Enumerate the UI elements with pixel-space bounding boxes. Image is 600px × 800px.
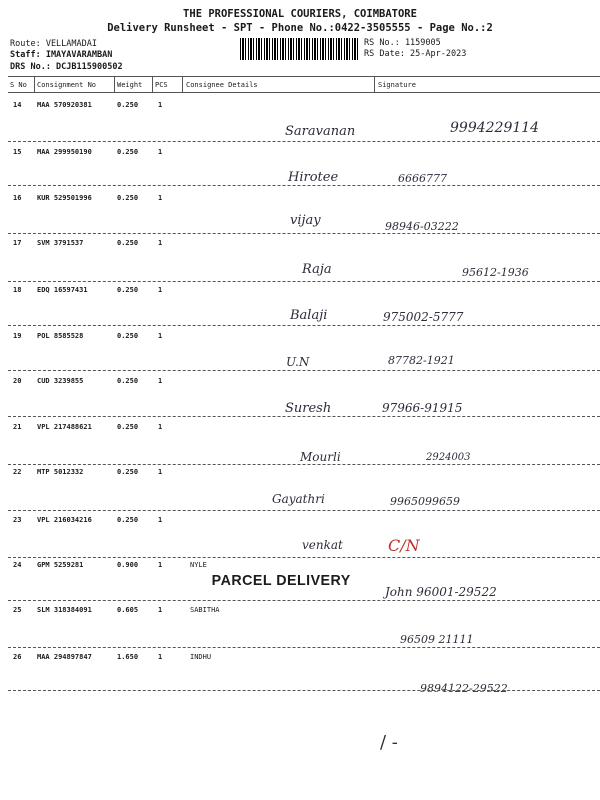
row-sno: 19 [13, 332, 22, 340]
row-consignment-no: MAA 294897847 [37, 653, 92, 661]
column-header-consignment: Consignment No [37, 81, 97, 89]
row-pcs: 1 [158, 561, 163, 569]
consignee-name: NYLE [190, 561, 207, 569]
route-label: Route: VELLAMADAI [10, 39, 97, 49]
handwritten-signature: 9965099659 [390, 495, 460, 508]
row-consignment-no: EDQ 16597431 [37, 286, 88, 294]
row-separator [8, 600, 600, 601]
drs-number: DRS No.: DCJB115900502 [10, 62, 123, 72]
row-separator [8, 690, 600, 691]
row-weight: 1.650 [117, 653, 139, 661]
row-sno: 21 [13, 423, 22, 431]
column-divider [182, 76, 183, 92]
handwritten-name: U.N [286, 355, 310, 369]
row-sno: 22 [13, 468, 22, 476]
column-header-weight: Weight [117, 81, 143, 89]
column-header-sno: S No [10, 81, 27, 89]
handwritten-name: Gayathri [272, 492, 325, 506]
row-consignment-no: MAA 299950190 [37, 148, 92, 156]
column-divider [34, 76, 35, 92]
row-pcs: 1 [158, 332, 163, 340]
rs-number: RS No.: 1159005 [364, 38, 441, 48]
row-weight: 0.250 [117, 101, 139, 109]
handwritten-name: Saravanan [285, 124, 356, 139]
row-sno: 25 [13, 606, 22, 614]
row-separator [8, 557, 600, 558]
row-sno: 18 [13, 286, 22, 294]
column-header-consignee: Consignee Details [186, 81, 258, 89]
row-sno: 24 [13, 561, 22, 569]
row-separator [8, 325, 600, 326]
handwritten-signature: 975002-5777 [383, 310, 464, 324]
row-consignment-no: SLM 318384091 [37, 606, 92, 614]
row-weight: 0.250 [117, 194, 139, 202]
handwritten-signature: 98946-03222 [385, 220, 459, 233]
row-consignment-no: VPL 216034216 [37, 516, 92, 524]
row-separator [8, 647, 600, 648]
row-weight: 0.250 [117, 148, 139, 156]
row-consignment-no: MTP 5012332 [37, 468, 84, 476]
row-consignment-no: CUD 3239855 [37, 377, 84, 385]
row-pcs: 1 [158, 468, 163, 476]
row-separator [8, 510, 600, 511]
row-separator [8, 416, 600, 417]
row-separator [8, 281, 600, 282]
column-header-pcs: PCS [155, 81, 168, 89]
handwritten-name: Balaji [290, 308, 328, 323]
row-pcs: 1 [158, 516, 163, 524]
row-weight: 0.605 [117, 606, 139, 614]
document-subtitle: Delivery Runsheet - SPT - Phone No.:0422-3505555 - Page No.:2 [107, 22, 493, 34]
row-weight: 0.250 [117, 332, 139, 340]
document-title: THE PROFESSIONAL COURIERS, COIMBATORE [183, 8, 417, 20]
row-sno: 17 [13, 239, 22, 247]
row-sno: 16 [13, 194, 22, 202]
row-separator [8, 185, 600, 186]
row-weight: 0.250 [117, 516, 139, 524]
column-divider [374, 76, 375, 92]
row-weight: 0.250 [117, 377, 139, 385]
row-consignment-no: GPM 5259281 [37, 561, 84, 569]
row-pcs: 1 [158, 239, 163, 247]
row-weight: 0.250 [117, 468, 139, 476]
handwritten-signature: John 96001-29522 [385, 585, 497, 599]
handwritten-remark: C/N [388, 536, 420, 555]
row-sno: 23 [13, 516, 22, 524]
row-separator [8, 141, 600, 142]
row-pcs: 1 [158, 653, 163, 661]
handwritten-signature: 9994229114 [450, 120, 540, 136]
consignee-name: INDHU [190, 653, 212, 661]
row-consignment-no: SVM 3791537 [37, 239, 84, 247]
row-sno: 20 [13, 377, 22, 385]
barcode [240, 38, 358, 60]
handwritten-signature: 6666777 [398, 172, 447, 185]
row-pcs: 1 [158, 194, 163, 202]
handwritten-mark: / - [380, 732, 398, 753]
row-consignment-no: KUR 529501996 [37, 194, 92, 202]
consignee-name: SABITHA [190, 606, 220, 614]
row-separator [8, 464, 600, 465]
table-top-rule [8, 76, 600, 77]
handwritten-name: vijay [290, 213, 321, 228]
column-header-signature: Signature [378, 81, 416, 89]
table-header-rule [8, 92, 600, 93]
row-pcs: 1 [158, 606, 163, 614]
handwritten-name: Mourli [300, 450, 341, 464]
staff-label: Staff: IMAYAVARAMBAN [10, 50, 113, 60]
handwritten-name: Suresh [285, 401, 332, 416]
row-weight: 0.250 [117, 286, 139, 294]
row-weight: 0.250 [117, 239, 139, 247]
row-sno: 26 [13, 653, 22, 661]
column-divider [114, 76, 115, 92]
row-sno: 14 [13, 101, 22, 109]
row-pcs: 1 [158, 101, 163, 109]
row-consignment-no: MAA 570920381 [37, 101, 92, 109]
row-separator [8, 370, 600, 371]
row-weight: 0.900 [117, 561, 139, 569]
parcel-delivery-stamp: PARCEL DELIVERY [211, 572, 351, 589]
handwritten-signature: 2924003 [426, 452, 471, 463]
column-divider [152, 76, 153, 92]
handwritten-name: Raja [302, 262, 332, 277]
row-pcs: 1 [158, 286, 163, 294]
row-pcs: 1 [158, 423, 163, 431]
handwritten-name: venkat [302, 538, 343, 552]
handwritten-signature: 95612-1936 [462, 266, 529, 279]
handwritten-signature: 97966-91915 [382, 401, 463, 415]
handwritten-signature: 9894122-29522 [420, 682, 508, 695]
row-separator [8, 233, 600, 234]
handwritten-signature: 87782-1921 [388, 354, 455, 367]
row-pcs: 1 [158, 148, 163, 156]
row-weight: 0.250 [117, 423, 139, 431]
rs-date: RS Date: 25-Apr-2023 [364, 49, 467, 59]
row-pcs: 1 [158, 377, 163, 385]
handwritten-name: Hirotee [288, 170, 339, 185]
row-sno: 15 [13, 148, 22, 156]
row-consignment-no: VPL 217488621 [37, 423, 92, 431]
handwritten-signature: 96509 21111 [400, 633, 474, 646]
row-consignment-no: POL 8585528 [37, 332, 84, 340]
